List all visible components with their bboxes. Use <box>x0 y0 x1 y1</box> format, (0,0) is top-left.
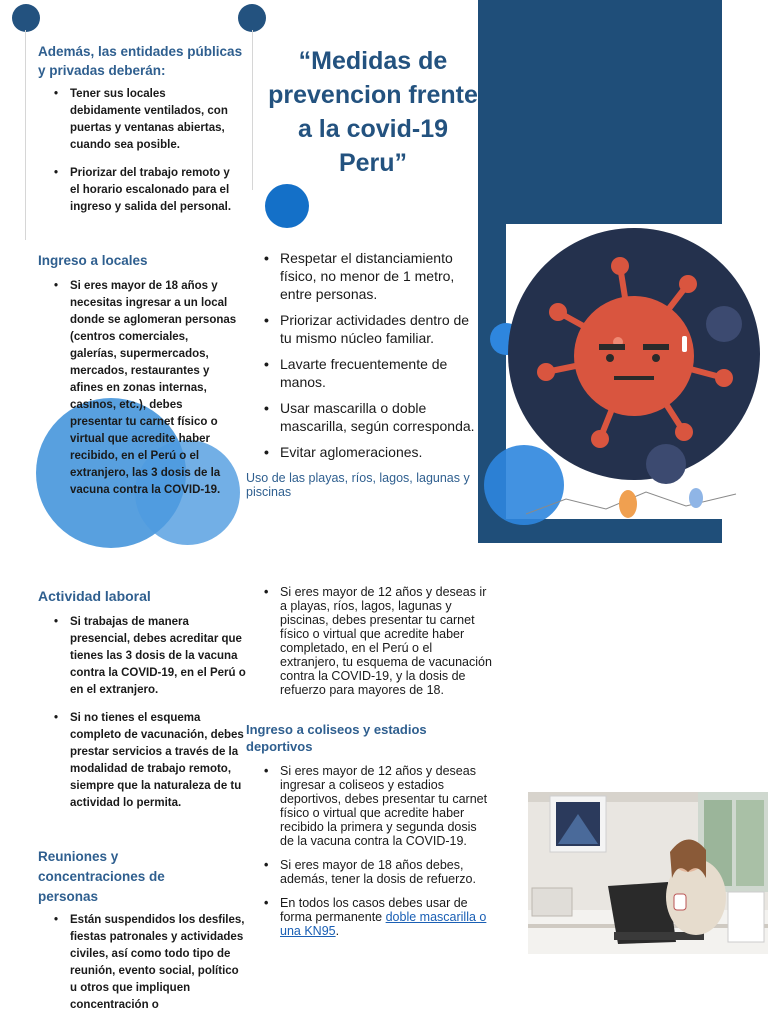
intro-heading: Además, las entidades públicas y privadas deberán: <box>38 44 243 78</box>
mask-link[interactable]: doble mascarilla o una KN95 <box>280 910 487 938</box>
decor-dot-top-left <box>12 4 40 32</box>
list-item <box>248 896 492 938</box>
decor-line-mid <box>252 30 253 190</box>
reuniones-heading: Reuniones y concentraciones de personas <box>38 849 165 904</box>
mask-text-end: . <box>335 924 340 938</box>
laboral-heading: Actividad laboral <box>38 588 151 604</box>
mask-text: En todos los casos debes usar de forma permanente <box>280 896 468 924</box>
list-item: • Usar mascarilla o doble mascarilla, según corresponda. <box>248 399 484 435</box>
list-item: • Si eres mayor de 12 años y deseas ir a playas, ríos, lagos, lagunas y piscinas, debes presentar tu carnet físico o virtual que acredite haber completado, en el Perú o el extranjero, tu esquema de vacunación contra la COVID-19, y la dosis de refuerzo para mayores de 18. <box>248 585 492 697</box>
decor-line-left <box>25 30 26 240</box>
list-item: • Si eres mayor de 18 años debes, además, tener la dosis de refuerzo. <box>248 858 492 886</box>
woman-laptop-photo <box>528 792 768 954</box>
list-item: • Tener sus locales debidamente ventilados, con puertas y ventanas abiertas, cuando sea posible. <box>38 86 238 154</box>
list-item: • Si trabajas de manera presencial, debes acreditar que tienes las 3 dosis de la vacuna contra la COVID-19, en el Perú o en el extranjero. <box>38 614 246 699</box>
list-item: • Si eres mayor de 12 años y deseas ingresar a coliseos y estadios deportivos, debes presentar tu carnet físico o virtual que acredite haber recibido la primera y segunda dosis de la vacuna contra la COVID-19. <box>248 764 492 848</box>
virus-illustration-icon <box>506 224 768 519</box>
coliseos-list <box>248 764 492 948</box>
locales-heading: Ingreso a locales <box>38 253 148 268</box>
decor-circle-small <box>265 184 309 228</box>
page-title: “Medidas de prevencion frente a la covid-19 Peru” <box>268 47 478 177</box>
intro-list <box>38 86 238 227</box>
coliseos-heading: Ingreso a coliseos y estadios deportivos <box>246 722 427 754</box>
locales-list <box>38 278 238 510</box>
reuniones-list <box>38 912 246 1025</box>
beaches-heading: Uso de las playas, ríos, lagos, lagunas y piscinas <box>246 471 470 499</box>
list-item: • Lavarte frecuentemente de manos. <box>248 355 484 391</box>
measures-list <box>248 249 484 469</box>
list-item: • Priorizar actividades dentro de tu mismo núcleo familiar. <box>248 311 484 347</box>
list-item: • Priorizar del trabajo remoto y el horario escalonado para el ingreso y salida del personal. <box>38 165 238 216</box>
list-item: • Respetar el distanciamiento físico, no menor de 1 metro, entre personas. <box>248 249 484 303</box>
list-item: • Si eres mayor de 18 años y necesitas ingresar a un local donde se aglomeran personas (centros comerciales, galerías, supermercados, mercados, restaurantes y afines en zonas internas, casinos, etc.), debes presentar tu carnet físico o virtual que acredite haber recibido, en el Perú o el extranjero, las 3 dosis de la vacuna contra la COVID-19. <box>38 278 238 499</box>
list-item: • Si no tienes el esquema completo de vacunación, debes prestar servicios a través de la modalidad de trabajo remoto, siempre que la naturaleza de tu actividad lo permita. <box>38 710 246 812</box>
beaches-list <box>248 585 492 707</box>
laboral-list <box>38 614 246 823</box>
decor-dot-top-mid <box>238 4 266 32</box>
list-item: • Están suspendidos los desfiles, fiestas patronales y actividades civiles, así como todo tipo de reunión, evento social, político u otros que impliquen concentración o <box>38 912 246 1014</box>
list-item: • Evitar aglomeraciones. <box>248 443 484 461</box>
